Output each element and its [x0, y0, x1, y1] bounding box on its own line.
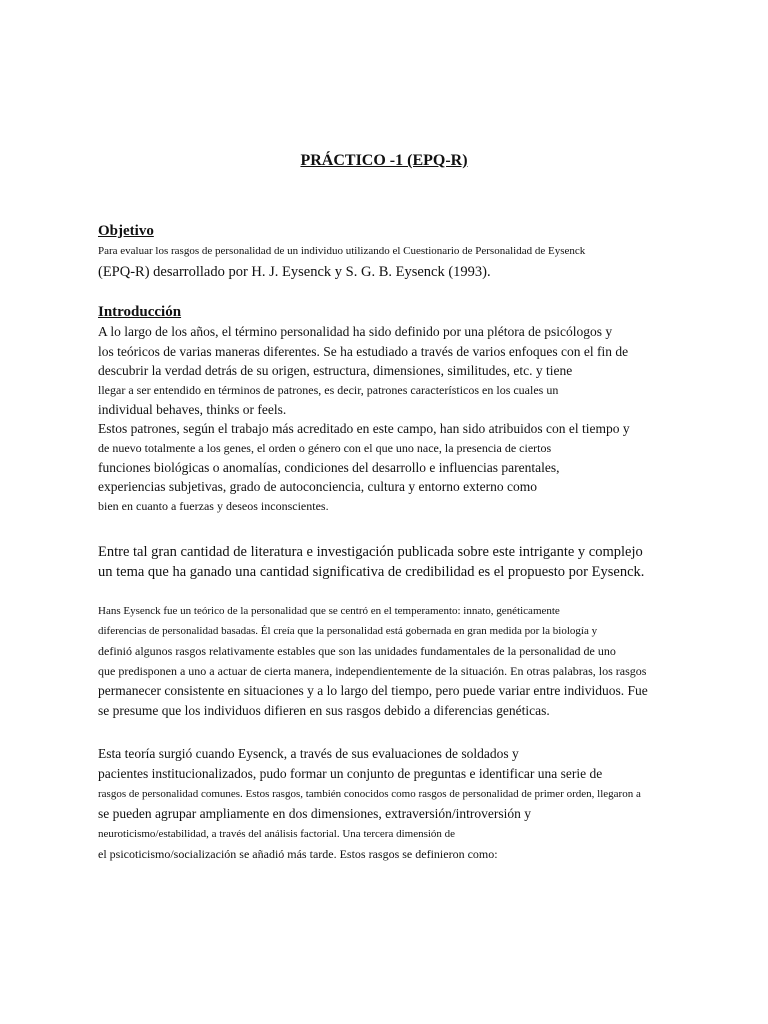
p4-line-5: neuroticismo/estabilidad, a través del análisis factorial. Una tercera dimensión de [98, 828, 456, 840]
intro-line-4: llegar a ser entendido en términos de patrones, es decir, patrones característicos en los cuales un [98, 382, 559, 397]
p3-line-2: diferencias de personalidad basadas. Él creía que la personalidad está gobernada en gran medida por la biología y [98, 625, 598, 637]
p3-line-4: que predisponen a uno a actuar de cierta manera, independientemente de la situación. En otras palabras, los rasgos [98, 664, 647, 678]
objetivo-section [98, 221, 738, 283]
p3-line-1: Hans Eysenck fue un teórico de la personalidad que se centró en el temperamento: innato, genéticamente [98, 605, 560, 617]
paragraph-teoria [98, 744, 738, 864]
p3-line-3: definió algunos rasgos relativamente estables que son las unidades fundamentales de la personalidad de uno [98, 644, 616, 658]
p4-line-1: Esta teoría surgió cuando Eysenck, a través de sus evaluaciones de soldados y [98, 746, 519, 761]
p2-line-2: un tema que ha ganado una cantidad significativa de credibilidad es el propuesto por Eysenck. [98, 564, 645, 580]
paragraph-eysenck-intro [98, 542, 738, 582]
p3-line-5: permanecer consistente en situaciones y a lo largo del tiempo, pero puede variar entre individuos. Fue [98, 683, 648, 698]
p4-line-2: pacientes institucionalizados, pudo formar un conjunto de preguntas e identificar una serie de [98, 766, 603, 781]
introduccion-heading: Introducción [98, 304, 182, 320]
intro-line-6: Estos patrones, según el trabajo más acreditado en este campo, han sido atribuidos con el tiempo y [98, 421, 630, 436]
p3-line-6: se presume que los individuos difieren en sus rasgos debido a diferencias genéticas. [98, 703, 550, 718]
p4-line-4: se pueden agrupar ampliamente en dos dimensiones, extraversión/introversión y [98, 806, 532, 821]
intro-line-5: individual behaves, thinks or feels. [98, 401, 287, 417]
objetivo-heading: Objetivo [98, 223, 154, 239]
intro-line-2: los teóricos de varias maneras diferentes. Se ha estudiado a través de varios enfoques con el fin de [98, 343, 629, 359]
intro-line-9: experiencias subjetivas, grado de autoconciencia, cultura y entorno externo como [98, 479, 537, 494]
document-title: PRÁCTICO -1 (EPQ-R) [300, 152, 468, 169]
intro-line-7: de nuevo totalmente a los genes, el orden o género con el que uno nace, la presencia de ciertos [98, 440, 552, 455]
objetivo-line-2: (EPQ-R) desarrollado por H. J. Eysenck y S. G. B. Eysenck (1993). [98, 264, 491, 280]
introduccion-section [98, 302, 738, 516]
intro-line-1: A lo largo de los años, el término personalidad ha sido definido por una plétora de psicólogos y [98, 324, 613, 339]
p2-line-1: Entre tal gran cantidad de literatura e investigación publicada sobre este intrigante y complejo [98, 544, 643, 560]
intro-line-10: bien en cuanto a fuerzas y deseos inconscientes. [98, 498, 329, 513]
intro-line-3: descubrir la verdad detrás de su origen, estructura, dimensiones, similitudes, etc. y tiene [98, 363, 573, 378]
paragraph-hans-eysenck [98, 601, 738, 721]
p4-line-3: rasgos de personalidad comunes. Estos rasgos, también conocidos como rasgos de personalidad de primer orden, llegaron a [98, 788, 641, 800]
objetivo-line-1: Para evaluar los rasgos de personalidad de un individuo utilizando el Cuestionario de Personalidad de Eysenck [98, 245, 586, 257]
intro-line-8: funciones biológicas o anomalías, condiciones del desarrollo e influencias parentales, [98, 459, 560, 475]
p4-line-6: el psicoticismo/socialización se añadió más tarde. Estos rasgos se definieron como: [98, 847, 498, 861]
